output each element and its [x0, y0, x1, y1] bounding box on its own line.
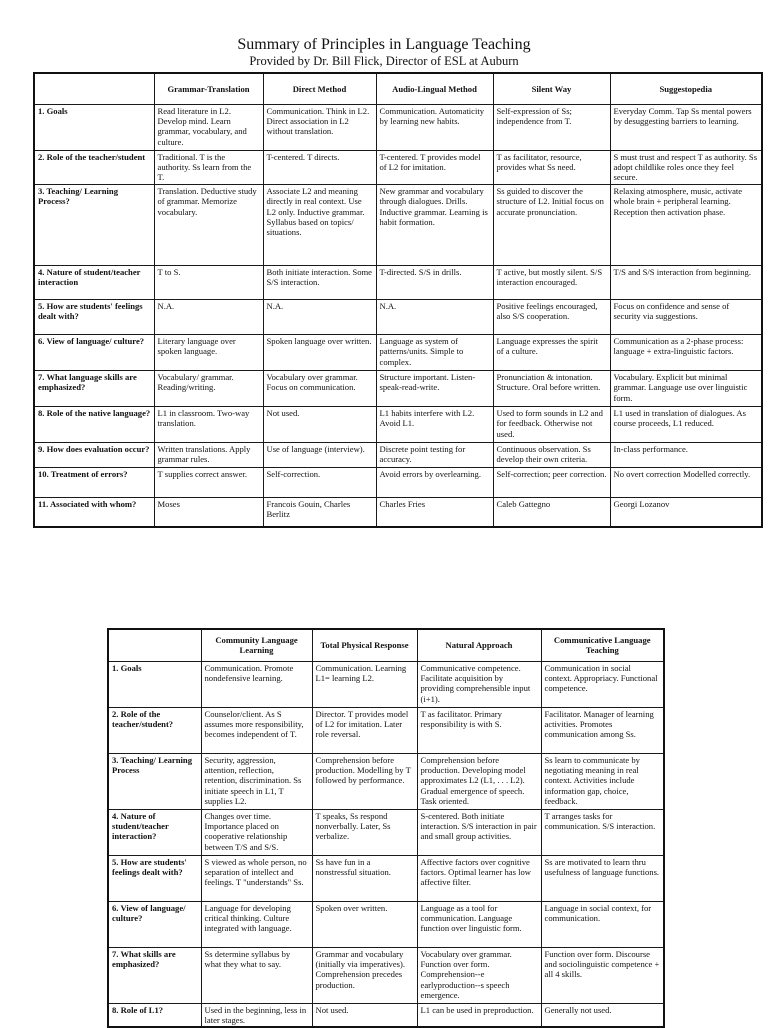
table-cell: N.A. — [154, 299, 263, 334]
table-cell: Positive feelings encouraged, also S/S cooperation. — [493, 299, 610, 334]
column-header: Grammar-Translation — [154, 73, 263, 104]
table-cell: Georgi Lozanov — [610, 497, 762, 527]
column-header: Silent Way — [493, 73, 610, 104]
table-cell: S-centered. Both initiate interaction. S/S interaction in pair and small group activities. — [417, 809, 541, 855]
table-cell: Associate L2 and meaning directly in real context. Use L2 only. Inductive grammar. Syllabus based on topics/ situations. — [263, 184, 376, 265]
table-cell: Facilitator. Manager of learning activities. Promotes communication among Ss. — [541, 707, 664, 753]
table-cell: N.A. — [263, 299, 376, 334]
table-row — [108, 661, 664, 707]
table-row — [108, 809, 664, 855]
table-cell: T arranges tasks for communication. S/S interaction. — [541, 809, 664, 855]
table-row — [108, 947, 664, 1003]
table-cell: In-class performance. — [610, 442, 762, 467]
table-cell: T-centered. T directs. — [263, 150, 376, 184]
table-cell: Language as a tool for communication. Language function over linguistic form. — [417, 901, 541, 947]
table-cell: Self-correction; peer correction. — [493, 467, 610, 497]
table-cell: Francois Gouin, Charles Berlitz — [263, 497, 376, 527]
table-cell: Ss have fun in a nonstressful situation. — [312, 855, 417, 901]
row-header: 4. Nature of student/teacher interaction — [34, 265, 154, 299]
table-cell: Used in the beginning, less in later stages. — [201, 1003, 312, 1027]
table-cell: N.A. — [376, 299, 493, 334]
row-header: 3. Teaching/ Learning Process — [108, 753, 201, 809]
table-cell: Affective factors over cognitive factors. Optimal learner has low affective filter. — [417, 855, 541, 901]
table-row — [34, 184, 762, 265]
column-header: Natural Approach — [417, 629, 541, 661]
table-cell: T/S and S/S interaction from beginning. — [610, 265, 762, 299]
row-header: 5. How are students' feelings dealt with? — [34, 299, 154, 334]
table-cell: Everyday Comm. Tap Ss mental powers by desuggesting barriers to learning. — [610, 104, 762, 150]
column-header: Suggestopedia — [610, 73, 762, 104]
table-cell: Communication. Learning L1= learning L2. — [312, 661, 417, 707]
row-header: 1. Goals — [34, 104, 154, 150]
table-row — [34, 104, 762, 150]
row-header: 8. Role of the native language? — [34, 406, 154, 442]
row-header: 6. View of language/ culture? — [108, 901, 201, 947]
table-cell: T as facilitator, resource, provides what Ss need. — [493, 150, 610, 184]
table-cell: Vocabulary/ grammar. Reading/writing. — [154, 370, 263, 406]
table-cell: Director. T provides model of L2 for imitation. Later role reversal. — [312, 707, 417, 753]
table-row — [34, 265, 762, 299]
column-header: Total Physical Response — [312, 629, 417, 661]
table-cell: Language in social context, for communication. — [541, 901, 664, 947]
table-cell: Changes over time. Importance placed on cooperative relationship between T/S and S/S. — [201, 809, 312, 855]
table-cell: Language as system of patterns/units. Simple to complex. — [376, 334, 493, 370]
table-cell: Use of language (interview). — [263, 442, 376, 467]
table-cell: Self-expression of Ss; independence from T. — [493, 104, 610, 150]
table-row — [34, 406, 762, 442]
column-header — [108, 629, 201, 661]
table-cell: L1 in classroom. Two-way translation. — [154, 406, 263, 442]
table-cell: T-centered. T provides model of L2 for imitation. — [376, 150, 493, 184]
table-cell: No overt correction Modelled correctly. — [610, 467, 762, 497]
table-header-row — [34, 73, 762, 104]
table-cell: Communication. Think in L2. Direct association in L2 without translation. — [263, 104, 376, 150]
table-cell: Counselor/client. As S assumes more responsibility, becomes independent of T. — [201, 707, 312, 753]
table-cell: Not used. — [312, 1003, 417, 1027]
table-cell: Avoid errors by overlearning. — [376, 467, 493, 497]
column-header: Direct Method — [263, 73, 376, 104]
table-cell: Both initiate interaction. Some S/S interaction. — [263, 265, 376, 299]
table-row — [108, 753, 664, 809]
table-cell: T supplies correct answer. — [154, 467, 263, 497]
table-cell: Communication as a 2-phase process: language + extra-linguistic factors. — [610, 334, 762, 370]
table-cell: Read literature in L2. Develop mind. Learn grammar, vocabulary, and culture. — [154, 104, 263, 150]
row-header: 1. Goals — [108, 661, 201, 707]
table-cell: New grammar and vocabulary through dialogues. Drills. Inductive grammar. Learning is habit formation. — [376, 184, 493, 265]
methods-table-1 — [33, 72, 763, 528]
table-row — [34, 370, 762, 406]
table-cell: Traditional. T is the authority. Ss learn from the T. — [154, 150, 263, 184]
row-header: 6. View of language/ culture? — [34, 334, 154, 370]
table-row — [34, 467, 762, 497]
row-header: 9. How does evaluation occur? — [34, 442, 154, 467]
table-cell: Language for developing critical thinking. Culture integrated with language. — [201, 901, 312, 947]
table-cell: Function over form. Discourse and sociolinguistic competence + all 4 skills. — [541, 947, 664, 1003]
row-header: 10. Treatment of errors? — [34, 467, 154, 497]
table-cell: Ss guided to discover the structure of L2. Initial focus on accurate pronunciation. — [493, 184, 610, 265]
table-row — [34, 334, 762, 370]
table-cell: Caleb Gattegno — [493, 497, 610, 527]
page-subtitle: Provided by Dr. Bill Flick, Director of ESL at Auburn — [249, 54, 519, 68]
row-header: 5. How are students' feelings dealt with? — [108, 855, 201, 901]
table-cell: Discrete point testing for accuracy. — [376, 442, 493, 467]
table-cell: L1 habits interfere with L2. Avoid L1. — [376, 406, 493, 442]
table-cell: Language expresses the spirit of a culture. — [493, 334, 610, 370]
row-header: 3. Teaching/ Learning Process? — [34, 184, 154, 265]
page-title: Summary of Principles in Language Teaching — [237, 36, 531, 53]
column-header: Audio-Lingual Method — [376, 73, 493, 104]
table-row — [108, 707, 664, 753]
table-cell: L1 used in translation of dialogues. As course proceeds, L1 reduced. — [610, 406, 762, 442]
table-cell: T speaks, Ss respond nonverbally. Later, Ss verbalize. — [312, 809, 417, 855]
table-cell: Ss determine syllabus by what they what to say. — [201, 947, 312, 1003]
row-header: 2. Role of the teacher/student? — [108, 707, 201, 753]
table-cell: Focus on confidence and sense of security via suggestions. — [610, 299, 762, 334]
table-cell: Communication in social context. Appropriacy. Functional competence. — [541, 661, 664, 707]
row-header: 7. What skills are emphasized? — [108, 947, 201, 1003]
table-cell: Ss learn to communicate by negotiating meaning in real context. Activities include information gap, choice, feedback. — [541, 753, 664, 809]
table-cell: S viewed as whole person, no separation of intellect and feelings. T "understands" Ss. — [201, 855, 312, 901]
table-row — [34, 497, 762, 527]
table-header-row — [108, 629, 664, 661]
table-cell: S must trust and respect T as authority. Ss adopt childlike roles once they feel secure. — [610, 150, 762, 184]
table-row — [34, 150, 762, 184]
table-cell: T as facilitator. Primary responsibility is with S. — [417, 707, 541, 753]
table-cell: Moses — [154, 497, 263, 527]
table-cell: Literary language over spoken language. — [154, 334, 263, 370]
table-row — [108, 901, 664, 947]
row-header: 2. Role of the teacher/student — [34, 150, 154, 184]
table-cell: L1 can be used in preproduction. — [417, 1003, 541, 1027]
methods-table-2 — [107, 628, 665, 1028]
table-cell: Relaxing atmosphere, music, activate whole brain + peripheral learning. Reception then activation phase. — [610, 184, 762, 265]
table-cell: Continuous observation. Ss develop their own criteria. — [493, 442, 610, 467]
table-cell: Vocabulary over grammar. Focus on communication. — [263, 370, 376, 406]
table-cell: Translation. Deductive study of grammar. Memorize vocabulary. — [154, 184, 263, 265]
table-row — [34, 442, 762, 467]
table-cell: Grammar and vocabulary (initially via imperatives). Comprehension precedes production. — [312, 947, 417, 1003]
table-cell: T active, but mostly silent. S/S interaction encouraged. — [493, 265, 610, 299]
table-cell: Communication. Automaticity by learning new habits. — [376, 104, 493, 150]
column-header — [34, 73, 154, 104]
table-cell: Structure important. Listen-speak-read-write. — [376, 370, 493, 406]
column-header: Community Language Learning — [201, 629, 312, 661]
table-cell: Used to form sounds in L2 and for feedback. Otherwise not used. — [493, 406, 610, 442]
table-cell: Comprehension before production. Developing model approximates L2 (L1, . . . L2). Gradual emergence of speech. Task oriented. — [417, 753, 541, 809]
table-cell: Spoken language over written. — [263, 334, 376, 370]
table-cell: Security, aggression, attention, reflection, retention, discrimination. Ss initiate speech in L1, T supplies L2. — [201, 753, 312, 809]
table-row — [34, 299, 762, 334]
table-cell: Written translations. Apply grammar rules. — [154, 442, 263, 467]
table-cell: Not used. — [263, 406, 376, 442]
table-cell: Charles Fries — [376, 497, 493, 527]
table-cell: Self-correction. — [263, 467, 376, 497]
table-cell: Ss are motivated to learn thru usefulness of language functions. — [541, 855, 664, 901]
row-header: 4. Nature of student/teacher interaction? — [108, 809, 201, 855]
table-cell: Vocabulary over grammar. Function over form. Comprehension--e earlyproduction--s speech emergence. — [417, 947, 541, 1003]
row-header: 7. What language skills are emphasized? — [34, 370, 154, 406]
table-cell: Spoken over written. — [312, 901, 417, 947]
table-row — [108, 855, 664, 901]
row-header: 11. Associated with whom? — [34, 497, 154, 527]
table-cell: Generally not used. — [541, 1003, 664, 1027]
table-cell: Vocabulary. Explicit but minimal grammar. Language use over linguistic form. — [610, 370, 762, 406]
column-header: Communicative Language Teaching — [541, 629, 664, 661]
table-cell: Comprehension before production. Modelling by T followed by performance. — [312, 753, 417, 809]
table-cell: Communicative competence. Facilitate acquisition by providing comprehensible input (i+1). — [417, 661, 541, 707]
table-cell: Communication. Promote nondefensive learning. — [201, 661, 312, 707]
row-header: 8. Role of L1? — [108, 1003, 201, 1027]
table-cell: Pronunciation & intonation. Structure. Oral before written. — [493, 370, 610, 406]
table-cell: T-directed. S/S in drills. — [376, 265, 493, 299]
table-cell: T to S. — [154, 265, 263, 299]
